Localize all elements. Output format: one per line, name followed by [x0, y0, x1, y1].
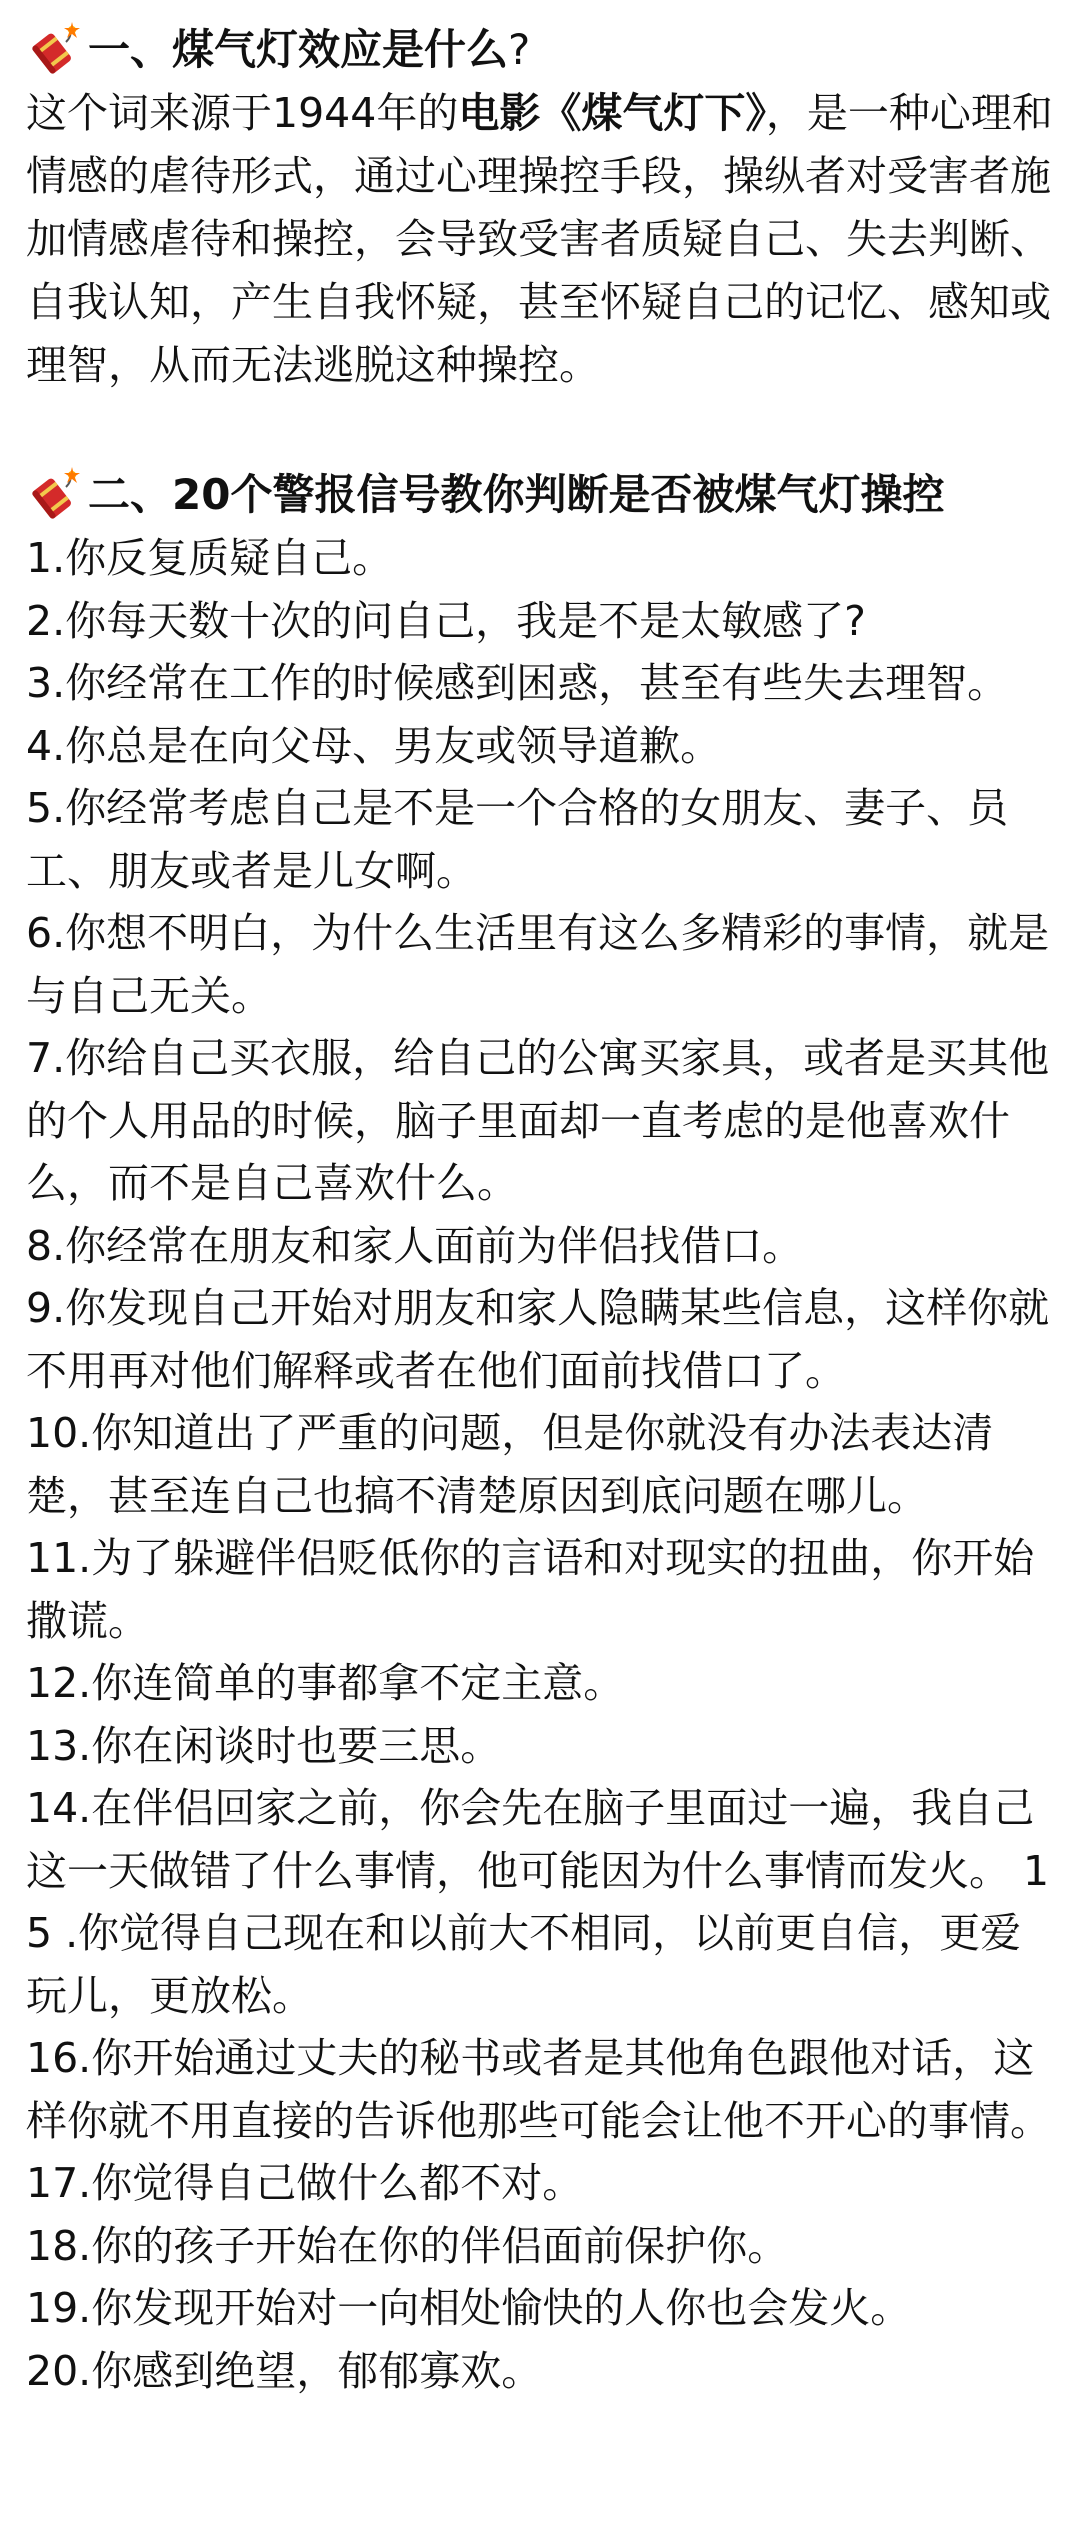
list-item: 6.你想不明白，为什么生活里有这么多精彩的事情，就是与自己无关。 — [26, 909, 1050, 1020]
list-item: 16.你开始通过丈夫的秘书或者是其他角色跟他对话，这样你就不用直接的告诉他那些可能会让他不开心的事情。 17.你觉得自己做什么都不对。 — [26, 2034, 1051, 2207]
list-item: 12.你连简单的事都拿不定主意。 — [26, 1659, 625, 1707]
list-item: 2.你每天数十次的问自己，我是不是太敏感了? — [26, 596, 866, 645]
list-item: 13.你在闲谈时也要三思。 — [26, 1721, 502, 1770]
firecracker-icon — [26, 467, 86, 523]
list-item: 19.你发现开始对一向相处愉快的人你也会发火。 — [26, 2284, 912, 2332]
list-item: 8.你经常在朋友和家人面前为伴侣找借口。 — [26, 1221, 804, 1270]
list-item: 3.你经常在工作的时候感到困惑，甚至有些失去理智。 — [26, 659, 1009, 707]
list-item: 10.你知道出了严重的问题，但是你就没有办法表达清楚，甚至连自己也搞不清楚原因到底问题在哪儿。 — [26, 1409, 994, 1520]
section-1-title-question-mark: ? — [508, 25, 531, 74]
section-1-heading — [26, 18, 1061, 82]
list-item: 9.你发现自己开始对朋友和家人隐瞒某些信息，这样你就不用再对他们解释或者在他们面前找借口了。 — [26, 1284, 1050, 1395]
list-item: 11.为了躲避伴侣贬低你的言语和对现实的扭曲，你开始撒谎。 — [26, 1534, 1035, 1645]
paragraph-body: ，是一种心理和情感的虐待形式，通过心理操控手段，操纵者对受害者施加情感虐待和操控，会导致受害者质疑自己、失去判断、自我认知，产生自我怀疑，甚至怀疑自己的记忆、感知或理智，从而无法逃脱这种操控。 — [26, 89, 1053, 389]
paragraph-lead: 这个词来源于1944年的 — [26, 89, 459, 137]
section-2-heading — [26, 463, 1061, 527]
warning-signals-list — [26, 527, 1061, 2402]
list-item: 1.你反复质疑自己。 — [26, 534, 394, 582]
list-item: 7.你给自己买衣服，给自己的公寓买家具，或者是买其他的个人用品的时候，脑子里面却一直考虑的是他喜欢什么，而不是自己喜欢什么。 — [26, 1034, 1050, 1207]
section-gap — [26, 397, 1061, 463]
list-item: 14.在伴侣回家之前，你会先在脑子里面过一遍，我自己这一天做错了什么事情，他可能因为什么事情而发火。 15 .你觉得自己现在和以前大不相同，以前更自信，更爱玩儿，更放松。 — [26, 1784, 1050, 2020]
list-item: 4.你总是在向父母、男友或领导道歉。 — [26, 721, 722, 770]
list-item: 20.你感到绝望，郁郁寡欢。 — [26, 2346, 543, 2395]
section-1-title: 一、煤气灯效应是什么 — [88, 25, 509, 74]
section-1-paragraph — [26, 82, 1061, 397]
firecracker-icon — [26, 22, 86, 78]
list-item: 5.你经常考虑自己是不是一个合格的女朋友、妻子、员工、朋友或者是儿女啊。 — [26, 784, 1009, 895]
paragraph-film-title: 电影《煤气灯下》 — [458, 89, 766, 137]
list-item: 18.你的孩子开始在你的伴侣面前保护你。 — [26, 2221, 789, 2270]
section-2-title: 二、20个警报信号教你判断是否被煤气灯操控 — [88, 470, 945, 519]
